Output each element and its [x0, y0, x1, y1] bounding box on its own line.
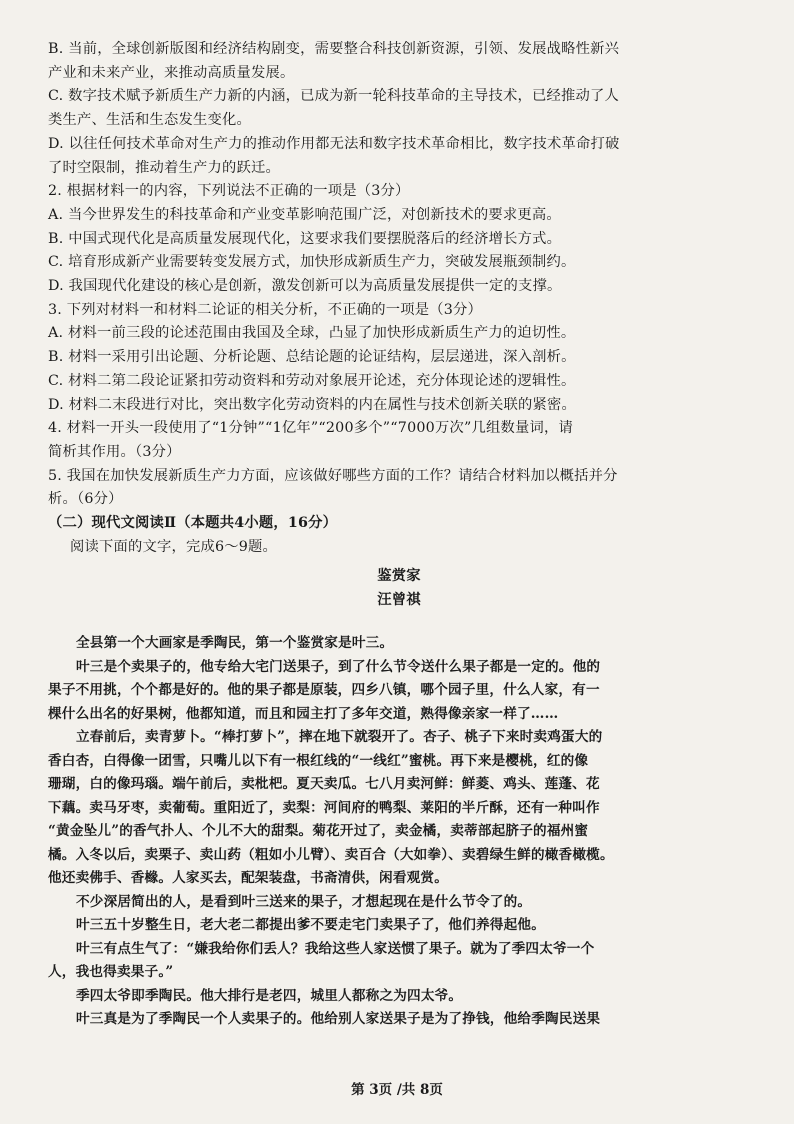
- story-line: 叶三五十岁整生日，老大老二都提出爹不要走宅门卖果子了，他们养得起他。: [76, 917, 545, 933]
- story-line: 季四太爷即季陶民。他大排行是老四，城里人都称之为四太爷。: [76, 987, 463, 1004]
- question-3: 3. 下列对材料一和材料二论证的相关分析，不正确的一项是（3分）: [48, 301, 482, 318]
- story-author: 汪曾祺: [377, 592, 421, 609]
- option-line: C. 数字技术赋予新质生产力新的内涵，已成为新一轮科技革命的主导技术，已经推动了人: [48, 88, 619, 105]
- page-number: 第 3页 /共 8页: [351, 1082, 443, 1098]
- story-line: 果子不用挑，个个都是好的。他的果子都是原装，四乡八镇，哪个园子里，什么人家，有一: [48, 682, 600, 698]
- option-line: 了时空限制，推动着生产力的跃迁。: [48, 159, 280, 176]
- story-text: [48, 632, 750, 1032]
- option-line: A. 材料一前三段的论述范围由我国及全球，凸显了加快形成新质生产力的迫切性。: [48, 325, 576, 342]
- story-line: 下藕。卖马牙枣，卖葡萄。重阳近了，卖梨：河间府的鸭梨、莱阳的半斤酥，还有一种叫作: [48, 799, 600, 816]
- story-line: 人，我也得卖果子。”: [48, 964, 174, 980]
- story-line: 橘。入冬以后，卖栗子、卖山药（粗如小儿臂）、卖百合（大如拳）、卖碧绿生鲜的橄香橄榄。: [48, 846, 614, 863]
- option-line: B. 当前，全球创新版图和经济结构剧变，需要整合科技创新资源，引领、发展战略性新兴: [48, 41, 620, 57]
- option-line: 类生产、生活和生态发生变化。: [48, 112, 251, 129]
- option-line: A. 当今世界发生的科技革命和产业变革影响范围广泛，对创新技术的要求更高。: [48, 206, 561, 223]
- question-4-cont: 简析其作用。（3分）: [48, 443, 181, 460]
- question-5-cont: 析。（6分）: [48, 491, 123, 508]
- option-line: C. 培育形成新产业需要转变发展方式，加快形成新质生产力，突破发展瓶颈制约。: [48, 254, 576, 271]
- story-line: 他还卖佛手、香橼。人家买去，配架装盘，书斋清供，闲看观赏。: [48, 870, 449, 886]
- story-line: 珊瑚，白的像玛瑙。端午前后，卖枇杷。夏天卖瓜。七八月卖河鲜：鲜菱、鸡头、莲蓬、花: [48, 776, 600, 792]
- story-line: “黄金坠儿”的香气扑人、个儿不大的甜梨。菊花开过了，卖金橘，卖蒂部起脐子的福州蜜: [48, 823, 589, 839]
- story-line: 棵什么出名的好果树，他都知道，而且和园主打了多年交道，熟得像亲家一样了……: [48, 705, 559, 722]
- story-line: 香白杏，白得像一团雪，只嘴儿以下有一根红线的“一线红”蜜桃。再下来是樱桃，红的像: [48, 752, 589, 769]
- story-title: 鉴赏家: [377, 568, 421, 585]
- question-5: 5. 我国在加快发展新质生产力方面，应该做好哪些方面的工作？请结合材料加以概括并分: [48, 467, 618, 484]
- option-line: 产业和未来产业，来推动高质量发展。: [48, 64, 295, 81]
- story-line: 不少深居简出的人，是看到叶三送来的果子，才想起现在是什么节令了的。: [76, 893, 532, 910]
- question-block: [48, 38, 750, 613]
- story-line: 叶三有点生气了：“嫌我给你们丢人？我给这些人家送惯了果子。就为了季四太爷一个: [76, 940, 595, 957]
- option-line: B. 中国式现代化是高质量发展现代化，这要求我们要摆脱落后的经济增长方式。: [48, 230, 562, 247]
- option-line: D. 以往任何技术革命对生产力的推动作用都无法和数字技术革命相比，数字技术革命打破: [48, 135, 620, 152]
- reading-instruction: 阅读下面的文字，完成6～9题。: [70, 538, 278, 555]
- option-line: B. 材料一采用引出论题、分析论题、总结论题的论证结构，层层递进，深入剖析。: [48, 349, 576, 366]
- option-line: D. 我国现代化建设的核心是创新，激发创新可以为高质量发展提供一定的支撑。: [48, 278, 562, 295]
- story-line: 叶三真是为了季陶民一个人卖果子的。他给别人家送果子是为了挣钱，他给季陶民送果: [76, 1011, 601, 1027]
- question-4: 4. 材料一开头一段使用了“1分钟”“1亿年”“200多个”“7000万次”几组数量词，请: [48, 420, 573, 437]
- option-line: D. 材料二末段进行对比，突出数字化劳动资料的内在属性与技术创新关联的紧密。: [48, 396, 577, 413]
- story-line: 立春前后，卖青萝卜。“棒打萝卜”，摔在地下就裂开了。杏子、桃子下来时卖鸡蛋大的: [76, 729, 603, 745]
- story-line: 叶三是个卖果子的，他专给大宅门送果子，到了什么节令送什么果子都是一定的。他的: [76, 658, 601, 675]
- story-line: 全县第一个大画家是季陶民，第一个鉴赏家是叶三。: [76, 635, 394, 651]
- question-2: 2. 根据材料一的内容，下列说法不正确的一项是（3分）: [48, 183, 410, 200]
- option-line: C. 材料二第二段论证紧扣劳动资料和劳动对象展开论述，充分体现论述的逻辑性。: [48, 372, 576, 389]
- section-heading: （二）现代文阅读Ⅱ（本题共4小题，16分）: [48, 515, 338, 532]
